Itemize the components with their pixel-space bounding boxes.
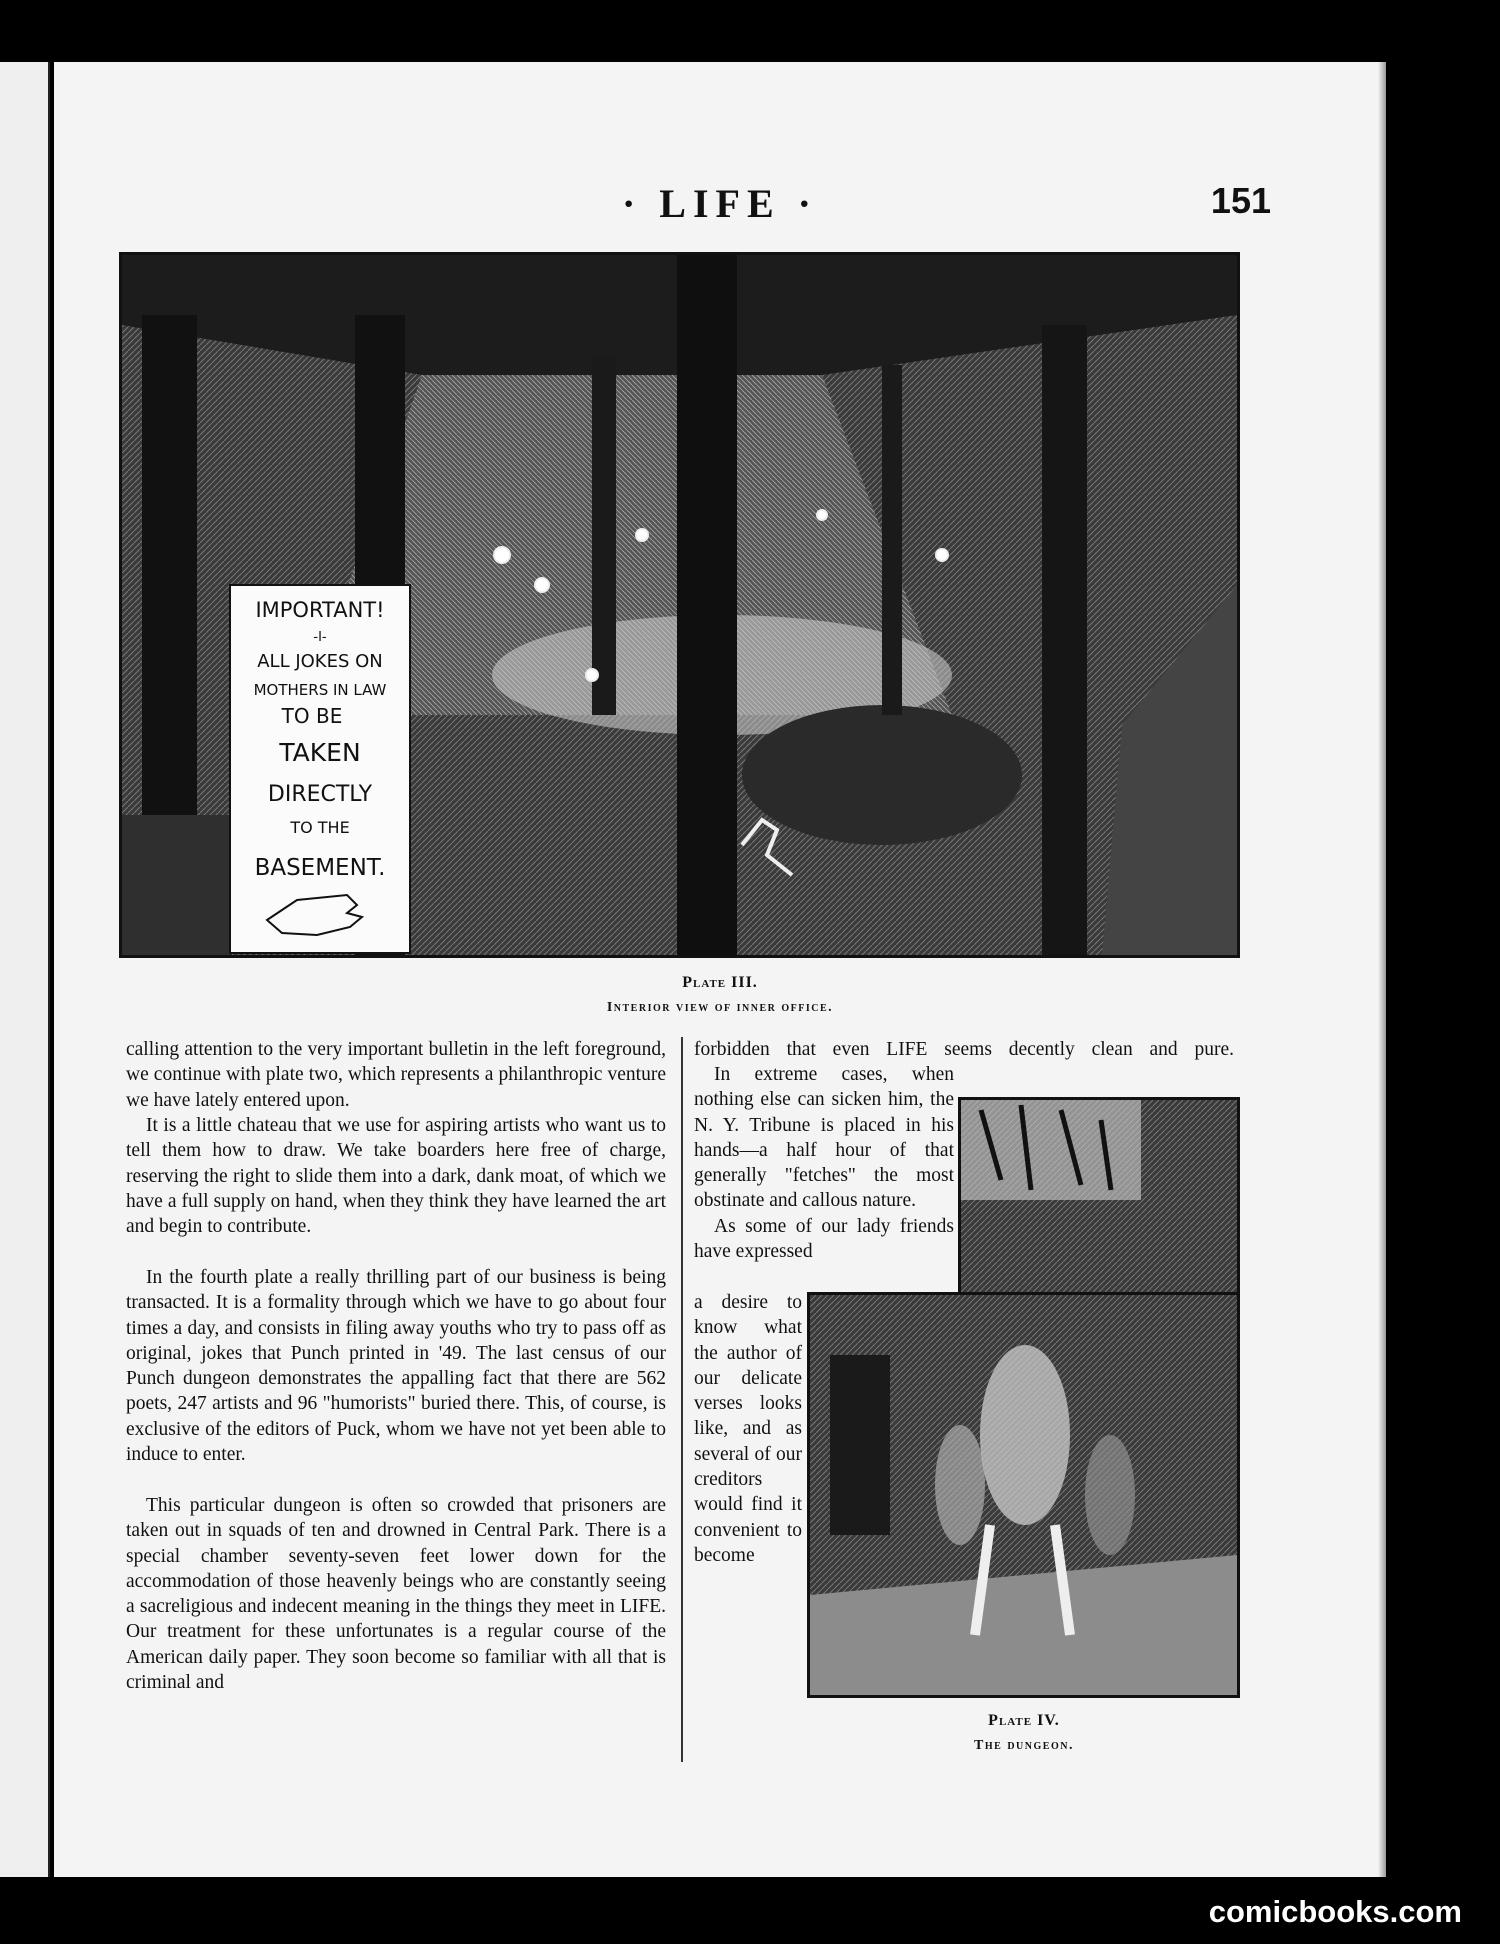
magazine-page [54,62,1386,1877]
plate-iii-caption-subtitle: Interior view of inner office. [606,1000,834,1015]
right-paragraph-1: In extreme cases, when nothing else can sicken him, the N. Y. Tribune is placed in his hands—a half hour of that generally "fetches" the most obstinate and callous nature. [694,1064,954,1212]
sign-line-9: BASEMENT. [254,855,386,881]
body-paragraph-4: This particular dungeon is often so crowded that prisoners are taken out in squads of ten and drowned in Central Park. There is a special chamber seventy-seven feet lower down for the accommodation of those heavenly beings who are constantly seeing a sacreligious and indecent meaning in the things they meet in LIFE. Our treatment for these unfortunates is a regular course of the American daily paper. They soon become so familiar with all that is criminal and [126,1495,666,1694]
body-paragraph-2: It is a little chateau that we use for aspiring artists who want us to tell them how to draw. We take boarders here free of charge, reserving the right to slide them into a dark, dank moat, of which we have a full supply on hand, when they think they have learned the art and begin to contribute. [126,1115,666,1238]
sign-line-6: TAKEN [279,738,361,767]
facing-page-edge [0,62,50,1877]
sign-line-8: TO THE [290,818,350,837]
site-watermark: comicbooks.com [1199,1890,1472,1934]
plate-iii-illustration [119,252,1240,958]
office-engraving [122,255,1237,955]
sign-line-4: MOTHERS IN LAW [253,681,387,699]
sign-line-2: -I- [313,630,327,645]
sign-line-1: IMPORTANT! [255,598,385,622]
page-number: 151 [1210,180,1271,221]
sign-line-5: TO BE [281,704,343,728]
sign-line-7: DIRECTLY [267,782,373,807]
column-rule [681,1037,683,1762]
running-title: · LIFE · [621,181,819,226]
body-paragraph-1: calling attention to the very important bulletin in the left foreground, we continue with plate two, which represents a philanthropic venture we have lately entered upon. [126,1039,666,1111]
plate-iv-illustration-bottom [807,1292,1240,1698]
page-edge-shadow [1378,62,1386,1877]
right-paragraph-2: As some of our lady friends have expressed [694,1216,954,1263]
plate-iv-illustration-top [958,1097,1240,1302]
plate-iv-caption-title: Plate IV. [988,1712,1060,1729]
plate-iii-caption-title: Plate III. [682,974,758,991]
body-paragraph-3: In the fourth plate a really thrilling part of our business is being transacted. It is a formality through which we have to go about four times a day, and consists in filing away youths who try to pass off as original, jokes that Punch printed in '49. The last census of our Punch dungeon demonstrates the appalling fact that there are 562 poets, 247 artists and 96 "humorists" buried there. This, of course, is exclusive of the editors of Puck, whom we have not yet been able to induce to enter. [126,1267,666,1466]
dungeon-engraving-bottom [810,1295,1237,1695]
right-paragraph-continuation: a desire to know what the author of our delicate verses looks like, and as several of our creditors would find it convenient to become [694,1292,802,1566]
right-column-first-line: forbidden that even LIFE seems decently clean and pure. [694,1039,1234,1060]
sign-line-3: ALL JOKES ON [257,651,383,672]
dungeon-engraving-top [961,1100,1237,1302]
plate-iv-caption-subtitle: The dungeon. [974,1738,1074,1753]
